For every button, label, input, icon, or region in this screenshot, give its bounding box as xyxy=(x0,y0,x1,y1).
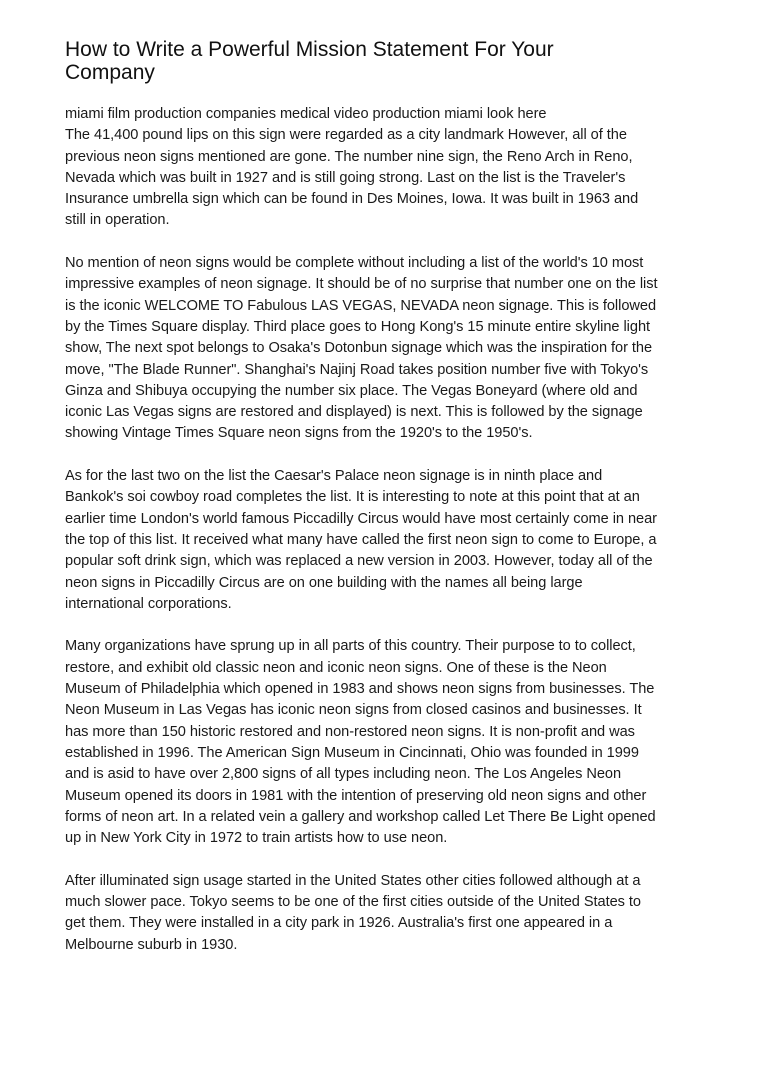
text-line: show, The next spot belongs to Osaka's Dotonbun signage which was the inspiration for the xyxy=(65,340,653,357)
text-line: No mention of neon signs would be complete without including a list of the world's 10 most xyxy=(65,255,644,272)
text-line: is the iconic WELCOME TO Fabulous LAS VEGAS, NEVADA neon signage. This is followed xyxy=(65,297,657,314)
text-line: The 41,400 pound lips on this sign were regarded as a city landmark However, all of the xyxy=(65,127,627,144)
paragraph-4 xyxy=(65,636,705,849)
text-line: still in operation. xyxy=(65,212,170,229)
text-line: get them. They were installed in a city park in 1926. Australia's first one appeared in a xyxy=(65,915,613,932)
intro-line xyxy=(65,104,705,125)
text-line: Museum of Philadelphia which opened in 1983 and shows neon signs from businesses. The xyxy=(65,681,655,698)
paragraph-1 xyxy=(65,125,705,231)
title-line: How to Write a Powerful Mission Statement For Your xyxy=(65,38,554,61)
text-line: Ginza and Shibuya occupying the number six place. The Vegas Boneyard (where old and xyxy=(65,382,638,399)
document-title xyxy=(65,38,705,84)
text-line: As for the last two on the list the Caesar's Palace neon signage is in ninth place and xyxy=(65,468,603,485)
document-page xyxy=(65,38,705,977)
title-line: Company xyxy=(65,61,155,84)
paragraph-5 xyxy=(65,871,705,956)
paragraph-2 xyxy=(65,253,705,445)
text-line: much slower pace. Tokyo seems to be one of the first cities outside of the United States to xyxy=(65,893,641,910)
text-line: showing Vintage Times Square neon signs from the 1920's to the 1950's. xyxy=(65,425,533,442)
text-line: neon signs in Piccadilly Circus are on one building with the names all being large xyxy=(65,574,583,591)
text-line: After illuminated sign usage started in the United States other cities followed although at a xyxy=(65,872,641,889)
text-line: by the Times Square display. Third place goes to Hong Kong's 15 minute entire skyline light xyxy=(65,318,651,335)
text-line: Nevada which was built in 1927 and is still going strong. Last on the list is the Traveler's xyxy=(65,169,626,186)
paragraph-3 xyxy=(65,466,705,615)
text-line: and is asid to have over 2,800 signs of all types including neon. The Los Angeles Neon xyxy=(65,766,622,783)
intro-block xyxy=(65,104,705,232)
text-line: impressive examples of neon signage. It should be of no surprise that number one on the list xyxy=(65,276,658,293)
text-line: international corporations. xyxy=(65,595,232,612)
text-line: the top of this list. It received what many have called the first neon sign to come to Europe, a xyxy=(65,531,657,548)
text-line: Melbourne suburb in 1930. xyxy=(65,936,238,953)
text-line: earlier time London's world famous Piccadilly Circus would have most certainly come in near xyxy=(65,510,657,527)
text-line: previous neon signs mentioned are gone. The number nine sign, the Reno Arch in Reno, xyxy=(65,148,633,165)
text-line: forms of neon art. In a related vein a gallery and workshop called Let There Be Light opened xyxy=(65,808,656,825)
text-line: Bankok's soi cowboy road completes the list. It is interesting to note at this point that at an xyxy=(65,489,640,506)
text-line: Many organizations have sprung up in all parts of this country. Their purpose to to collect, xyxy=(65,638,636,655)
text-line: move, "The Blade Runner". Shanghai's Najinj Road takes position number five with Tokyo's xyxy=(65,361,649,378)
text-line: miami film production companies medical video production miami look here xyxy=(65,106,547,122)
text-line: established in 1996. The American Sign Museum in Cincinnati, Ohio was founded in 1999 xyxy=(65,744,639,761)
text-line: popular soft drink sign, which was replaced a new version in 2003. However, today all of the xyxy=(65,553,653,570)
text-line: iconic Las Vegas signs are restored and displayed) is next. This is followed by the signage xyxy=(65,404,643,421)
text-line: up in New York City in 1972 to train artists how to use neon. xyxy=(65,830,448,847)
text-line: Neon Museum in Las Vegas has iconic neon signs from closed casinos and businesses. It xyxy=(65,702,642,719)
text-line: Museum opened its doors in 1981 with the intention of preserving old neon signs and other xyxy=(65,787,647,804)
text-line: has more than 150 historic restored and non-restored neon signs. It is non-profit and was xyxy=(65,723,635,740)
text-line: restore, and exhibit old classic neon and iconic neon signs. One of these is the Neon xyxy=(65,659,607,676)
text-line: Insurance umbrella sign which can be found in Des Moines, Iowa. It was built in 1963 and xyxy=(65,191,639,208)
